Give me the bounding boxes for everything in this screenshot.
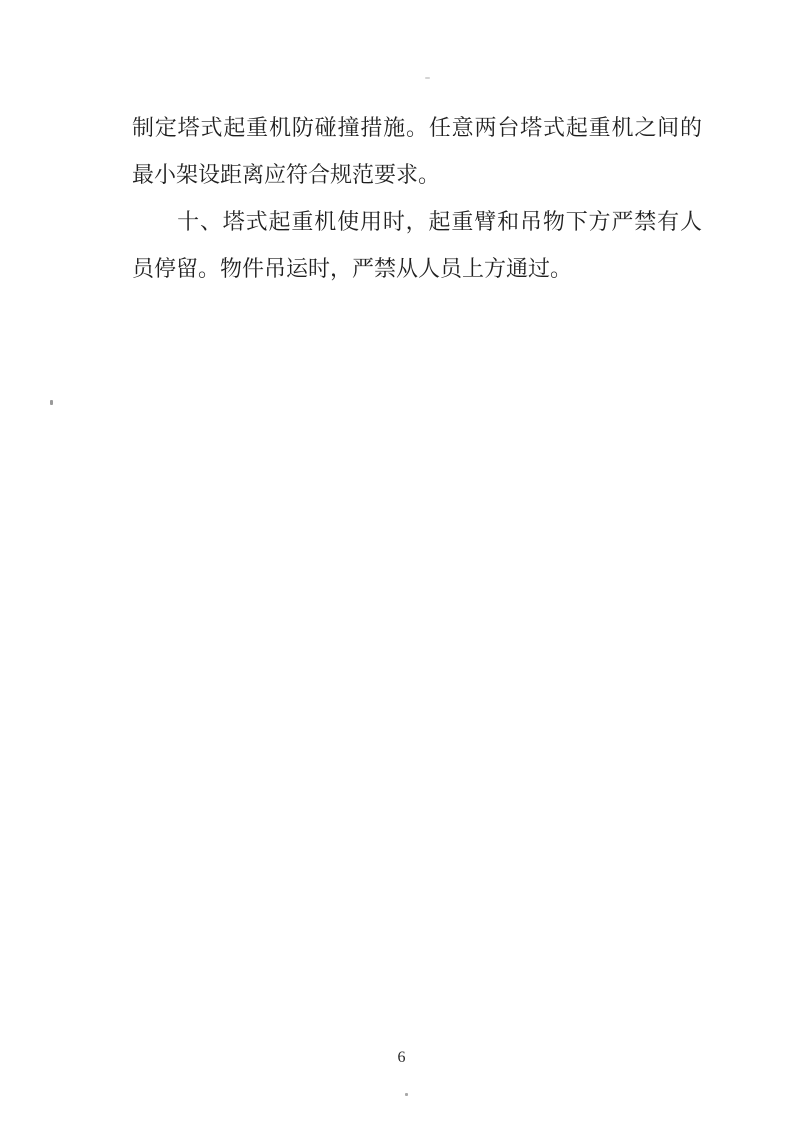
paragraph-item-ten: 十、塔式起重机使用时，起重臂和吊物下方严禁有人员停留。物件吊运时，严禁从人员上方通过。	[132, 209, 702, 281]
document-body	[132, 104, 702, 292]
scan-artifact-dot	[405, 1093, 408, 1096]
page-number: 6	[397, 1049, 406, 1066]
scan-artifact-dot	[50, 400, 53, 405]
paragraph-continuation: 制定塔式起重机防碰撞措施。任意两台塔式起重机之间的最小架设距离应符合规范要求。	[132, 115, 702, 187]
scan-artifact-dot	[425, 77, 430, 79]
